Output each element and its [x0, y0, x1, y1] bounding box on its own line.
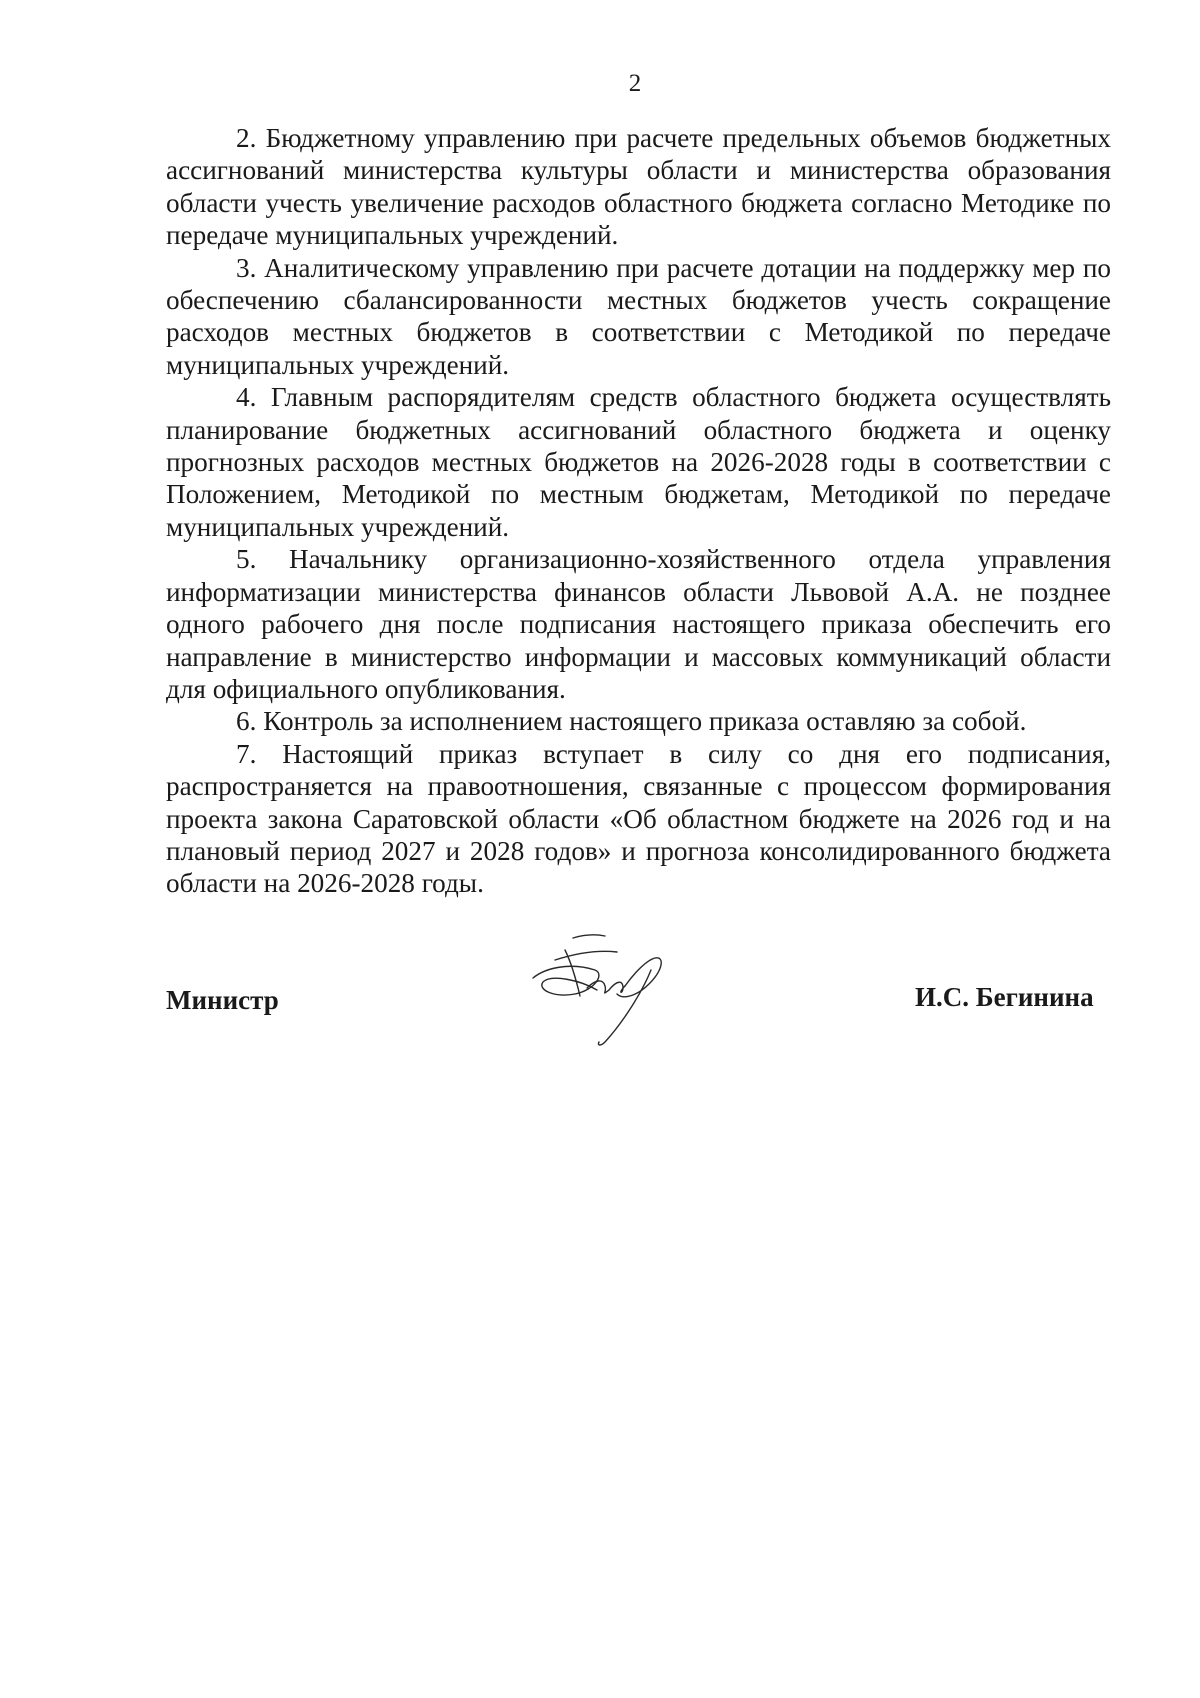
- signer-name: И.С. Бегинина: [915, 982, 1094, 1012]
- document-body: [166, 122, 1111, 900]
- signer-role: Министр: [166, 985, 279, 1015]
- paragraph-2: 2. Бюджетному управлению при расчете предельных объемов бюджетных ассигнований министерства культуры области и министерства образования области учесть увеличение расходов областного бюджета согласно Методике по передаче муниципальных учреждений.: [166, 123, 1111, 251]
- handwritten-signature-icon: [525, 930, 705, 1050]
- paragraph-6: 6. Контроль за исполнением настоящего приказа оставляю за собой.: [236, 706, 1027, 737]
- signature-block: [0, 930, 1200, 1070]
- paragraph-4: 4. Главным распорядителям средств областного бюджета осуществлять планирование бюджетных ассигнований областного бюджета и оценку прогнозных расходов местных бюджетов на 2026-2028 годы в соответствии с Положением, Методикой по местным бюджетам, Методикой по передаче муниципальных учреждений.: [166, 382, 1111, 542]
- paragraph-5: 5. Начальнику организационно-хозяйственного отдела управления информатизации министерства финансов области Львовой А.А. не позднее одного рабочего дня после подписания настоящего приказа обеспечить его направление в министерство информации и массовых коммуникаций области для официального опубликования.: [166, 544, 1111, 704]
- paragraph-3: 3. Аналитическому управлению при расчете дотации на поддержку мер по обеспечению сбалансированности местных бюджетов учесть сокращение расходов местных бюджетов в соответствии с Методикой по передаче муниципальных учреждений.: [166, 252, 1111, 380]
- page-number: 2: [628, 70, 642, 97]
- paragraph-7: 7. Настоящий приказ вступает в силу со дня его подписания, распространяется на правоотношения, связанные с процессом формирования проекта закона Саратовской области «Об областном бюджете на 2026 год и на плановый период 2027 и 2028 годов» и прогноза консолидированного бюджета области на 2026-2028 годы.: [166, 738, 1111, 899]
